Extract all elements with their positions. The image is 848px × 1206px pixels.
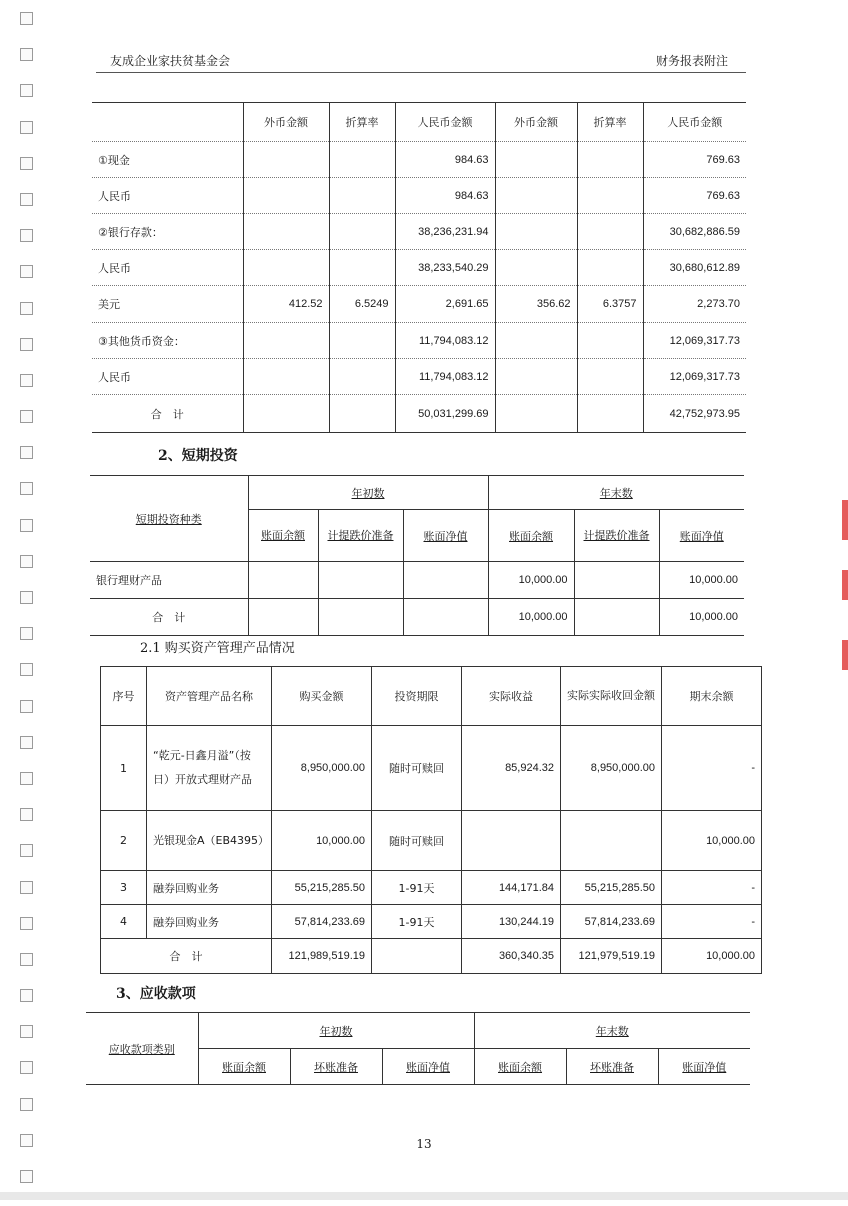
col-header: 实际收益 <box>462 667 561 726</box>
cell <box>574 599 659 636</box>
page-number: 13 <box>416 1137 432 1151</box>
sub-col: 坏账准备 <box>566 1049 658 1085</box>
cell <box>495 395 577 433</box>
total-row <box>101 939 762 974</box>
cell <box>495 323 577 359</box>
cell <box>318 562 403 599</box>
scan-edge <box>0 1192 848 1200</box>
cell: ②银行存款： <box>92 214 243 250</box>
table-row <box>101 905 762 939</box>
sub-col: 计提跌价准备 <box>318 510 403 562</box>
cell <box>243 178 329 214</box>
cell: 85,924.32 <box>462 726 561 811</box>
cell <box>372 939 462 974</box>
cell: 1-91天 <box>372 905 462 939</box>
cell: 1 <box>101 726 147 811</box>
cell <box>495 142 577 178</box>
table-row <box>92 359 746 395</box>
cell: “乾元-日鑫月溢”（按日）开放式理财产品 <box>147 726 272 811</box>
sub-col: 账面净值 <box>659 510 744 562</box>
section-title-asset-management: 2.1 购买资产管理产品情况 <box>140 641 295 656</box>
cell <box>329 359 395 395</box>
col-header: 实际实际收回金额 <box>561 667 662 726</box>
cell: 10,000.00 <box>659 599 744 636</box>
cell: 10,000.00 <box>659 562 744 599</box>
asset-header-row <box>101 667 762 726</box>
end-of-year-label: 年末数 <box>488 476 744 510</box>
cell <box>495 250 577 286</box>
header-rule <box>96 72 746 73</box>
cell: 356.62 <box>495 286 577 323</box>
table-row <box>92 323 746 359</box>
cash-col: 人民币金额 <box>643 103 746 142</box>
cash-col <box>92 103 243 142</box>
cell: 55,215,285.50 <box>561 871 662 905</box>
cell <box>577 323 643 359</box>
cell: - <box>662 726 762 811</box>
cell: 121,979,519.19 <box>561 939 662 974</box>
cell: 10,000.00 <box>272 811 372 871</box>
cell: 8,950,000.00 <box>272 726 372 811</box>
cell <box>403 562 488 599</box>
cash-col: 折算率 <box>329 103 395 142</box>
cell: 6.5249 <box>329 286 395 323</box>
sub-col: 坏账准备 <box>290 1049 382 1085</box>
cell: 融券回购业务 <box>147 871 272 905</box>
sub-col: 账面净值 <box>658 1049 750 1085</box>
cell: 人民币 <box>92 250 243 286</box>
end-of-year-label: 年末数 <box>474 1013 750 1049</box>
cell: 984.63 <box>395 142 495 178</box>
sub-col: 账面净值 <box>382 1049 474 1085</box>
cash-header-row <box>92 103 746 142</box>
table-row <box>101 726 762 811</box>
table-row <box>92 178 746 214</box>
cash-col: 外币金额 <box>243 103 329 142</box>
cell: 57,814,233.69 <box>272 905 372 939</box>
receivables-table <box>86 1012 750 1085</box>
sub-col: 账面余额 <box>474 1049 566 1085</box>
cell: 6.3757 <box>577 286 643 323</box>
cell <box>243 359 329 395</box>
seal-fragment <box>842 500 848 540</box>
cell: 121,989,519.19 <box>272 939 372 974</box>
cell: 10,000.00 <box>488 562 574 599</box>
cell <box>574 562 659 599</box>
cell <box>243 323 329 359</box>
cell: 人民币 <box>92 359 243 395</box>
short-investment-type-label: 短期投资种类 <box>90 476 248 562</box>
cell: 4 <box>101 905 147 939</box>
begin-of-year-label: 年初数 <box>248 476 488 510</box>
col-header: 购买金额 <box>272 667 372 726</box>
cell: 8,950,000.00 <box>561 726 662 811</box>
cell <box>577 395 643 433</box>
cell: 融券回购业务 <box>147 905 272 939</box>
cell <box>495 214 577 250</box>
header-doc-title: 财务报表附注 <box>655 54 728 68</box>
cell: - <box>662 905 762 939</box>
cell: 769.63 <box>643 178 746 214</box>
cell: 随时可赎回 <box>372 811 462 871</box>
cell: 10,000.00 <box>662 939 762 974</box>
cell: 12,069,317.73 <box>643 359 746 395</box>
table-row <box>92 286 746 323</box>
cell <box>329 214 395 250</box>
begin-of-year-label: 年初数 <box>198 1013 474 1049</box>
cell: 769.63 <box>643 142 746 178</box>
cell <box>403 599 488 636</box>
table-row <box>90 562 744 599</box>
cell: 30,680,612.89 <box>643 250 746 286</box>
cash-col: 折算率 <box>577 103 643 142</box>
cell: 30,682,886.59 <box>643 214 746 250</box>
cell <box>577 142 643 178</box>
cell: 合 计 <box>90 599 248 636</box>
cell: 3 <box>101 871 147 905</box>
cell: 57,814,233.69 <box>561 905 662 939</box>
cell: 合 计 <box>101 939 272 974</box>
cell: 144,171.84 <box>462 871 561 905</box>
cell <box>577 359 643 395</box>
cell: 人民币 <box>92 178 243 214</box>
col-header: 资产管理产品名称 <box>147 667 272 726</box>
col-header: 序号 <box>101 667 147 726</box>
sub-col: 账面余额 <box>248 510 318 562</box>
cell: 42,752,973.95 <box>643 395 746 433</box>
cash-table <box>92 102 746 433</box>
cell <box>577 178 643 214</box>
cell <box>495 178 577 214</box>
table-row <box>101 871 762 905</box>
cell: 2,691.65 <box>395 286 495 323</box>
cell: 随时可赎回 <box>372 726 462 811</box>
cell: ①现金 <box>92 142 243 178</box>
binder-holes <box>20 12 34 1206</box>
cell <box>577 250 643 286</box>
cell: 360,340.35 <box>462 939 561 974</box>
sub-col: 计提跌价准备 <box>574 510 659 562</box>
cell <box>329 395 395 433</box>
cell <box>561 811 662 871</box>
cell <box>462 811 561 871</box>
cell: 11,794,083.12 <box>395 359 495 395</box>
cell <box>248 562 318 599</box>
cell: 130,244.19 <box>462 905 561 939</box>
short-investment-table <box>90 475 744 636</box>
cell: 1-91天 <box>372 871 462 905</box>
table-row <box>92 250 746 286</box>
cell: 10,000.00 <box>662 811 762 871</box>
cell <box>243 214 329 250</box>
cell: 38,236,231.94 <box>395 214 495 250</box>
seal-fragment <box>842 640 848 670</box>
sub-col: 账面余额 <box>198 1049 290 1085</box>
section-title-short-investment: 2、短期投资 <box>158 448 238 464</box>
cell: 55,215,285.50 <box>272 871 372 905</box>
cell: 银行理财产品 <box>90 562 248 599</box>
cell <box>577 214 643 250</box>
section-title-receivables: 3、应收款项 <box>116 986 196 1002</box>
cell <box>329 250 395 286</box>
cell: 合 计 <box>92 395 243 433</box>
col-header: 期末余额 <box>662 667 762 726</box>
cell: 412.52 <box>243 286 329 323</box>
sub-col: 账面余额 <box>488 510 574 562</box>
cell: 11,794,083.12 <box>395 323 495 359</box>
total-row <box>92 395 746 433</box>
cell <box>243 250 329 286</box>
seal-fragment <box>842 570 848 600</box>
cell: 美元 <box>92 286 243 323</box>
cell <box>243 395 329 433</box>
cash-col: 人民币金额 <box>395 103 495 142</box>
cell: 12,069,317.73 <box>643 323 746 359</box>
cell: 光银现金A（EB4395） <box>147 811 272 871</box>
cell: - <box>662 871 762 905</box>
total-row <box>90 599 744 636</box>
cell <box>318 599 403 636</box>
cell: ③其他货币资金： <box>92 323 243 359</box>
receivable-type-label: 应收款项类别 <box>86 1013 198 1085</box>
cash-col: 外币金额 <box>495 103 577 142</box>
cell: 38,233,540.29 <box>395 250 495 286</box>
cell: 50,031,299.69 <box>395 395 495 433</box>
cell <box>329 178 395 214</box>
table-row <box>92 142 746 178</box>
cell: 10,000.00 <box>488 599 574 636</box>
table-row <box>101 811 762 871</box>
asset-management-table <box>100 666 762 974</box>
cell: 2 <box>101 811 147 871</box>
header-org: 友成企业家扶贫基金会 <box>110 54 231 68</box>
cell <box>243 142 329 178</box>
cell: 2,273.70 <box>643 286 746 323</box>
cell <box>495 359 577 395</box>
col-header: 投资期限 <box>372 667 462 726</box>
cell <box>329 323 395 359</box>
sub-col: 账面净值 <box>403 510 488 562</box>
cell: 984.63 <box>395 178 495 214</box>
cell <box>248 599 318 636</box>
table-row <box>92 214 746 250</box>
cell <box>329 142 395 178</box>
